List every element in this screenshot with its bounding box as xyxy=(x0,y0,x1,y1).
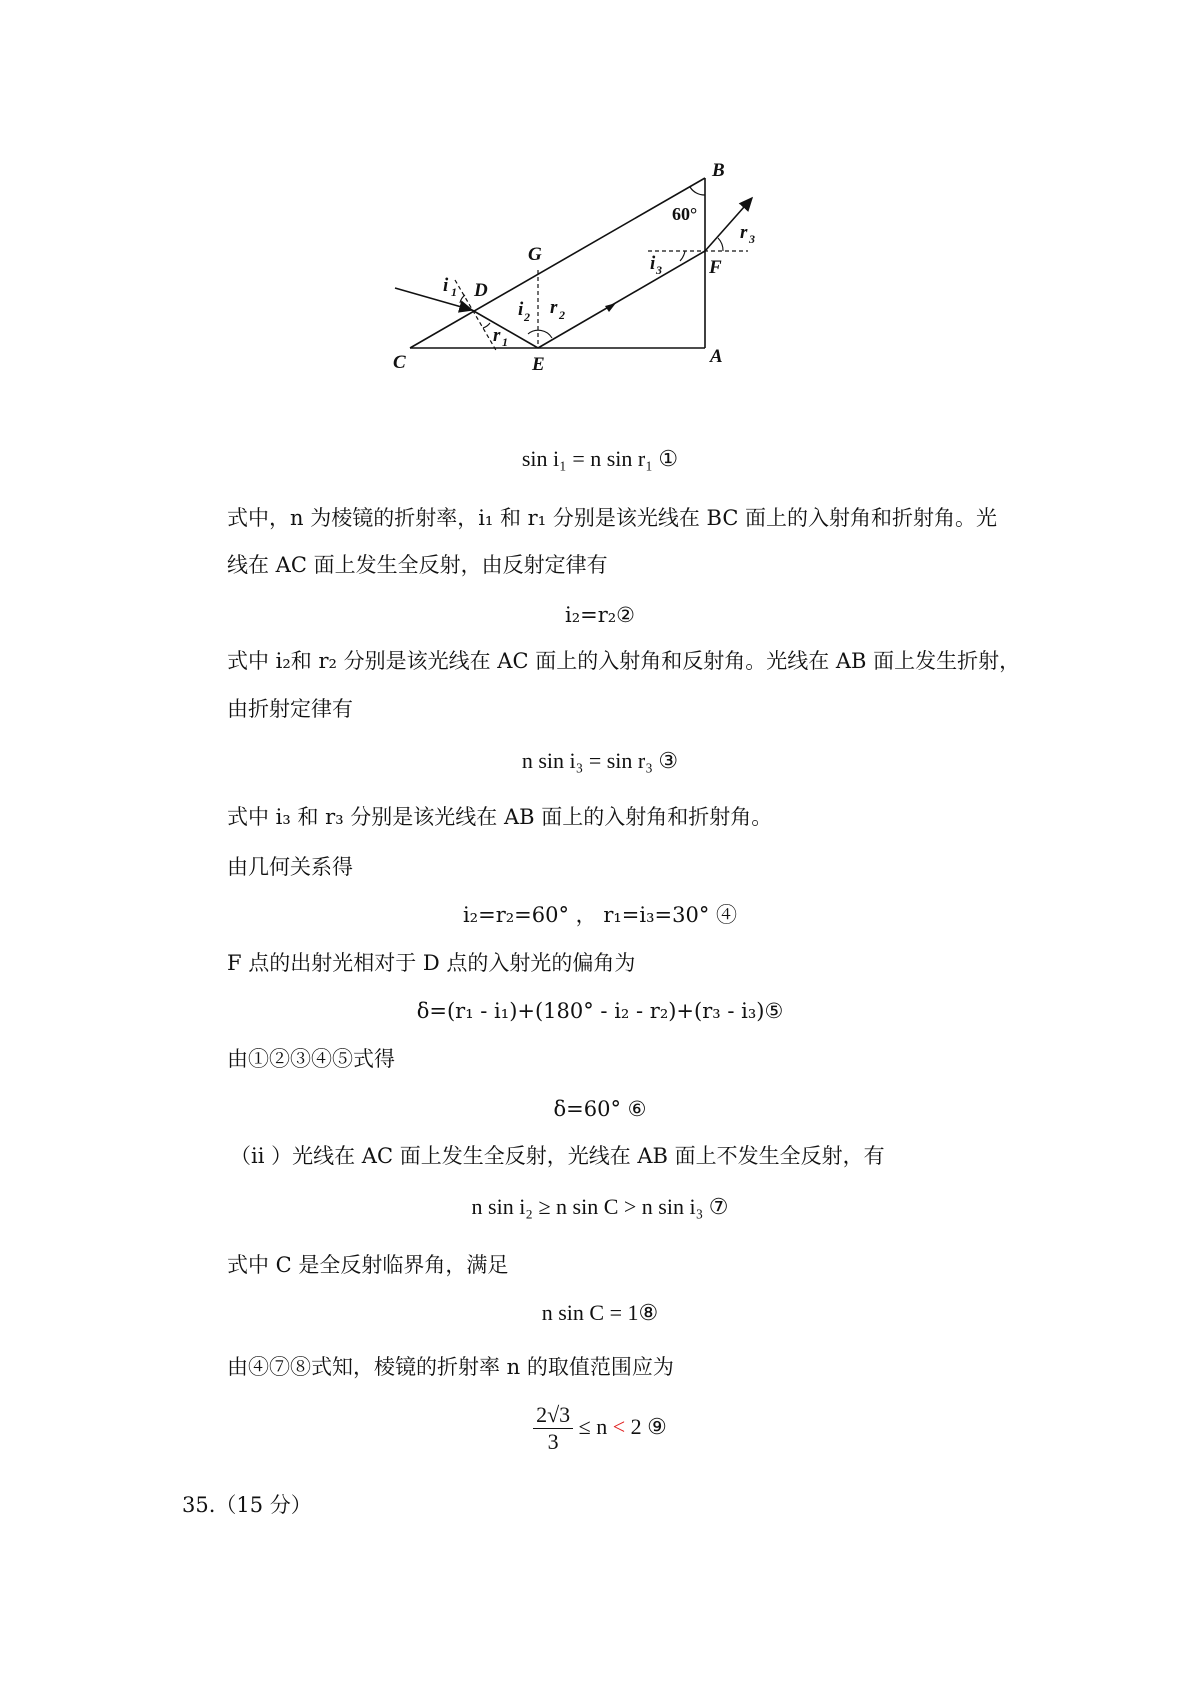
prism-diagram xyxy=(393,160,820,410)
angle-i2-r2-arc xyxy=(528,330,552,338)
angle-b-arc xyxy=(690,187,705,195)
equation-1: sin i₁ = n sin r₁ ① xyxy=(521,446,679,471)
paragraph-line-1: 式中，n 为棱镜的折射率，i₁ 和 r₁ 分别是该光线在 BC 面上的入射角和折射角。光 xyxy=(227,506,998,530)
label-i1: i xyxy=(443,275,449,296)
label-r3: r xyxy=(740,222,748,243)
equation-4: i₂=r₂=60° ， r₁=i₃=30° ④ xyxy=(462,903,738,927)
angle-r3-arc xyxy=(718,238,723,251)
label-d: D xyxy=(474,280,488,301)
equation-9 xyxy=(0,1402,1200,1456)
eq9-lt-red: < xyxy=(612,1413,626,1439)
equation-8: n sin C = 1⑧ xyxy=(541,1300,659,1325)
paragraph-line-2: 线在 AC 面上发生全反射，由反射定律有 xyxy=(227,553,608,577)
paragraph-line-7: F 点的出射光相对于 D 点的入射光的偏角为 xyxy=(227,951,636,975)
paragraph-line-8: 由①②③④⑤式得 xyxy=(227,1047,395,1071)
equation-5: δ=(r₁ - i₁)+(180° - i₂ - r₂)+(r₃ - i₃)⑤ xyxy=(416,999,784,1023)
paragraph-line-10: 式中 C 是全反射临界角，满足 xyxy=(227,1253,509,1277)
equation-2: i₂=r₂② xyxy=(564,603,635,627)
label-i2-sub: 2 xyxy=(524,310,530,324)
paragraph-line-3: 式中 i₂和 r₂ 分别是该光线在 AC 面上的入射角和反射角。光线在 AB 面上发生折射， xyxy=(227,649,1021,673)
equation-6: δ=60° ⑥ xyxy=(553,1097,647,1121)
label-i3: i xyxy=(650,253,656,274)
label-angle-b: 60° xyxy=(672,204,698,224)
label-g: G xyxy=(528,244,542,265)
eq9-le: ≤ n xyxy=(578,1413,613,1439)
eq9-tail: 2 ⑨ xyxy=(630,1413,667,1439)
angle-r1-arc xyxy=(483,323,490,328)
label-i3-sub: 3 xyxy=(656,263,662,277)
label-e: E xyxy=(532,354,545,375)
label-a: A xyxy=(710,346,723,367)
label-b: B xyxy=(712,160,725,181)
paragraph-line-11: 由④⑦⑧式知，棱镜的折射率 n 的取值范围应为 xyxy=(227,1355,674,1379)
angle-i3-arc xyxy=(680,251,685,261)
label-i2: i xyxy=(518,299,524,320)
ray-e-f xyxy=(538,251,705,348)
equation-7: n sin i₂ ≥ n sin C > n sin i₃ ⑦ xyxy=(471,1194,729,1219)
label-i1-sub: 1 xyxy=(451,285,457,299)
fraction-denominator: 3 xyxy=(547,1429,559,1455)
label-r1-sub: 1 xyxy=(502,335,508,349)
angle-i1-arc xyxy=(460,295,465,303)
paragraph-line-4: 由折射定律有 xyxy=(227,697,353,721)
prism-ray-diagram-svg xyxy=(393,160,820,410)
paragraph-line-9: （ii ）光线在 AC 面上发生全反射，光线在 AB 面上不发生全反射，有 xyxy=(230,1144,885,1168)
ray-e-f-arrow xyxy=(605,303,616,312)
paragraph-line-6: 由几何关系得 xyxy=(227,855,353,879)
label-c: C xyxy=(393,352,406,373)
label-f: F xyxy=(709,257,722,278)
label-r2: r xyxy=(550,297,558,318)
fraction-numerator: 2√3 xyxy=(533,1402,573,1429)
equation-3: n sin i₃ = sin r₃ ③ xyxy=(521,748,679,773)
incident-ray xyxy=(395,288,472,310)
label-r2-sub: 2 xyxy=(559,308,565,322)
label-r3-sub: 3 xyxy=(749,232,755,246)
label-r1: r xyxy=(493,325,501,346)
paragraph-line-5: 式中 i₃ 和 r₃ 分别是该光线在 AB 面上的入射角和折射角。 xyxy=(227,805,773,829)
fraction xyxy=(533,1402,573,1456)
question-35-heading: 35.（15 分） xyxy=(182,1493,312,1517)
